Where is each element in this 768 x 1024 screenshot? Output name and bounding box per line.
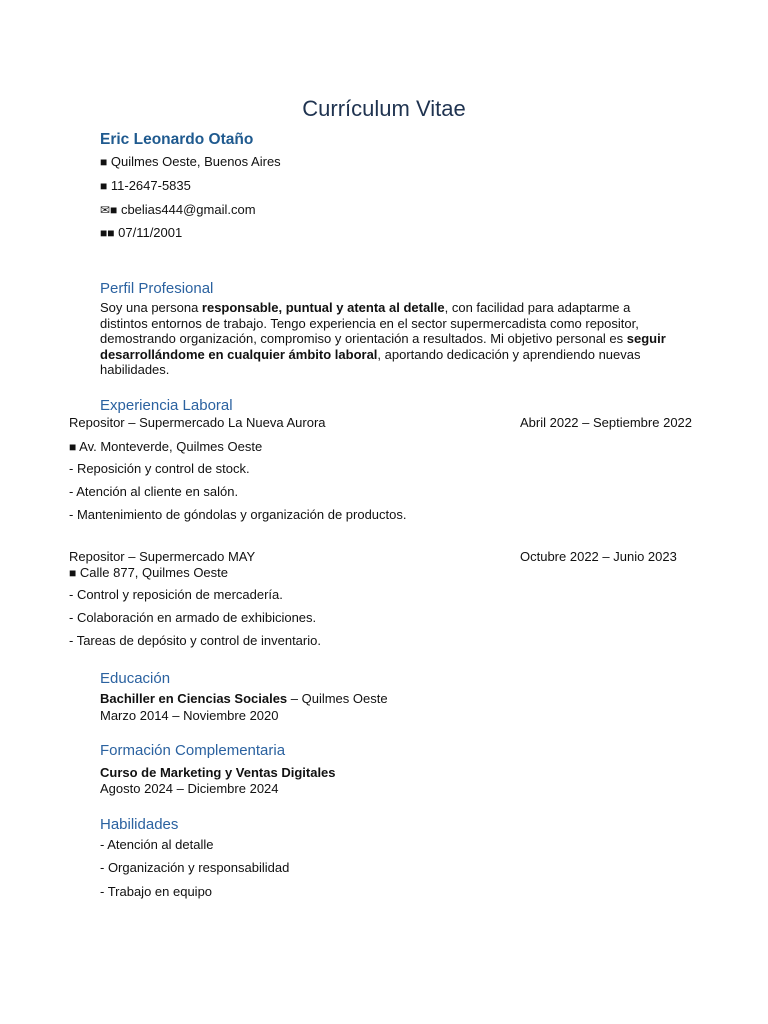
profile-bold-1: responsable, puntual y atenta al detalle [201, 300, 445, 315]
page-title: Currículum Vitae [302, 96, 466, 121]
location-icon: ■ [100, 155, 108, 169]
phone-icon: ■ [100, 179, 108, 193]
education-dates: Marzo 2014 – Noviembre 2020 [100, 708, 279, 723]
job-task: - Mantenimiento de góndolas y organización de productos. [69, 507, 407, 522]
job-address-text: Calle 877, Quilmes Oeste [79, 565, 228, 580]
contact-birthdate [100, 225, 182, 240]
job-role: Repositor – Supermercado La Nueva Aurora [69, 415, 326, 430]
phone-text: 11-2647-5835 [110, 178, 191, 193]
job-task: - Control y reposición de mercadería. [69, 587, 283, 602]
job-task: - Tareas de depósito y control de inventario. [69, 633, 321, 648]
job-address [69, 565, 228, 580]
skill-item: - Organización y responsabilidad [100, 860, 290, 875]
job-address-text: Av. Monteverde, Quilmes Oeste [79, 439, 263, 454]
calendar-icon: ■■ [100, 226, 115, 240]
profile-text-1: Soy una persona [100, 300, 202, 315]
education-degree-line [100, 691, 388, 706]
profile-heading: Perfil Profesional [100, 280, 214, 297]
job-dates: Octubre 2022 – Junio 2023 [520, 549, 677, 564]
email-text: cbelias444@gmail.com [120, 202, 256, 217]
education-degree: Bachiller en Ciencias Sociales [100, 691, 288, 706]
contact-email [100, 202, 256, 217]
contact-phone [100, 178, 191, 193]
education-place: – Quilmes Oeste [287, 691, 388, 706]
profile-text-3: , aportando dedicación y aprendiendo nuevas habilidades. [100, 346, 641, 377]
training-dates: Agosto 2024 – Diciembre 2024 [100, 781, 279, 796]
job-role: Repositor – Supermercado MAY [69, 549, 256, 564]
job-task: - Atención al cliente en salón. [69, 484, 239, 499]
location-icon: ■ [69, 566, 77, 580]
location-text: Quilmes Oeste, Buenos Aires [110, 154, 281, 169]
birthdate-text: 07/11/2001 [118, 225, 183, 240]
skill-item: - Trabajo en equipo [100, 884, 213, 899]
skill-item: - Atención al detalle [100, 837, 214, 852]
email-icon: ✉■ [100, 203, 118, 217]
skills-heading: Habilidades [100, 816, 179, 833]
training-course: Curso de Marketing y Ventas Digitales [100, 765, 336, 780]
profile-text-2: , con facilidad para adaptarme a distintos entornos de trabajo. Tengo experiencia en el sector supermercadista como repositor, demostrando organización, compromiso y orientación a resultados. Mi objetivo personal es [100, 300, 639, 346]
training-heading: Formación Complementaria [100, 742, 286, 759]
experience-heading: Experiencia Laboral [100, 397, 233, 414]
location-icon: ■ [69, 440, 77, 454]
job-address [69, 439, 262, 454]
profile-paragraph [100, 300, 675, 378]
profile-bold-2: seguir desarrollándome en cualquier ámbito laboral [100, 331, 666, 362]
job-task: - Reposición y control de stock. [69, 461, 250, 476]
job-dates: Abril 2022 – Septiembre 2022 [520, 415, 693, 430]
education-heading: Educación [100, 670, 171, 687]
job-task: - Colaboración en armado de exhibiciones. [69, 610, 317, 625]
candidate-name: Eric Leonardo Otaño [100, 131, 254, 148]
contact-location [100, 154, 281, 169]
